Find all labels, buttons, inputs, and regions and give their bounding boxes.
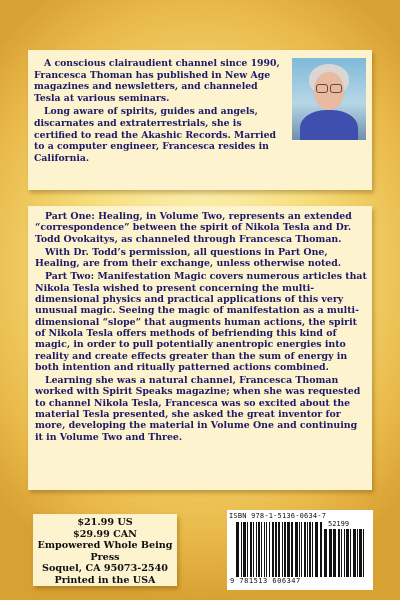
description-paragraph: Learning she was a natural channel, Francesca Thoman worked with Spirit Speaks magazine; when she was requested to channel Nikola Tesla, Francesca was so excited about the material Tesla presented, she asked the great inventor for more, developing the material in Volume One and continuing it in Volume Two and Three.: [35, 375, 361, 443]
barcode-stripe: [359, 529, 362, 577]
publisher-name: Empowered Whole Being Press: [37, 540, 173, 563]
description-paragraph: Part One: Healing, in Volume Two, represents an extended “correspondence” between the spirit of Nikola Tesla and Dr. Todd Ovokaitys, as channeled through Francesca Thoman.: [35, 211, 352, 245]
price-code-label: 52199: [328, 520, 350, 528]
barcode-stripe: [341, 529, 342, 577]
barcode-stripe: [269, 522, 270, 577]
barcode-stripe: [344, 529, 345, 577]
barcode-stripe: [278, 522, 280, 577]
barcode-stripe: [261, 522, 262, 577]
barcode-stripe: [301, 522, 302, 577]
printed-in: Printed in the USA: [54, 574, 156, 586]
barcode-stripe: [250, 522, 252, 577]
barcode-stripe: [363, 529, 364, 577]
barcode-stripe: [299, 522, 300, 577]
barcode-stripe: [338, 529, 340, 577]
description-paragraph: With Dr. Todd’s permission, all questions in Part One, Healing, are from their exchange, unless otherwise noted.: [35, 246, 342, 270]
ean-barcode: [236, 522, 322, 577]
barcode-stripe: [353, 529, 356, 577]
barcode-stripe: [256, 522, 257, 577]
author-photo: [292, 58, 366, 140]
publisher-address: Soquel, CA 95073-2540: [42, 563, 168, 575]
barcode-stripe: [320, 522, 322, 577]
barcode-stripe: [312, 522, 313, 577]
barcode-stripe: [264, 522, 265, 577]
barcode-stripe: [324, 529, 327, 577]
book-description: [35, 211, 367, 445]
price-barcode: [324, 529, 366, 577]
barcode-stripe: [315, 522, 318, 577]
barcode-stripe: [258, 522, 260, 577]
price-can: $29.99 CAN: [73, 528, 137, 540]
barcode-stripe: [241, 522, 242, 577]
barcode-stripe: [309, 522, 311, 577]
barcode-stripe: [243, 522, 246, 577]
barcode-stripe: [295, 522, 298, 577]
barcode-stripe: [247, 522, 248, 577]
barcode-stripe: [282, 522, 283, 577]
barcode-stripe: [284, 522, 286, 577]
barcode-stripe: [253, 522, 254, 577]
barcode-stripe: [346, 529, 349, 577]
barcode-stripe: [357, 529, 358, 577]
barcode-stripe: [287, 522, 290, 577]
isbn-label: ISBN 978-1-5136-0634-7: [229, 512, 327, 520]
barcode-stripe: [329, 529, 332, 577]
barcode-stripe: [266, 522, 267, 577]
author-bio: [34, 58, 282, 166]
barcode-stripe: [236, 522, 239, 577]
barcode-stripe: [272, 522, 274, 577]
barcode-stripe: [333, 529, 336, 577]
description-paragraph: Part Two: Manifestation Magic covers numerous articles that Nikola Tesla wished to present concerning the multi-dimensional physics and practical applications of this very unusual magic. Seeing the magic of manifestation as a multi-dimensional “slope” that augments human actions, the spirit of Nikola Tesla offers methods of befriending this kind of magic, in order to pull potentially anentropic energies into reality and create effects greater than the sum of energy in both intention and ritually patterned actions combined.: [35, 271, 367, 373]
barcode-stripe: [275, 522, 277, 577]
author-bio-paragraph: A conscious clairaudient channel since 1990, Francesca Thoman has published in New Age magazines and newsletters, and channeled Tesla at various seminars.: [34, 58, 280, 104]
price-publisher-info: [33, 517, 177, 587]
price-us: $21.99 US: [77, 517, 133, 528]
barcode-stripe: [304, 522, 306, 577]
barcode-stripe: [291, 522, 293, 577]
barcode-stripe: [307, 522, 308, 577]
barcode-stripe: [350, 529, 351, 577]
author-bio-paragraph: Long aware of spirits, guides and angels, discarnates and extraterrestrials, she is certified to read the Akashic Records. Married to a computer engineer, Francesca resides in California.: [34, 106, 276, 164]
ean-digits: 9 781513 606347: [230, 577, 301, 585]
